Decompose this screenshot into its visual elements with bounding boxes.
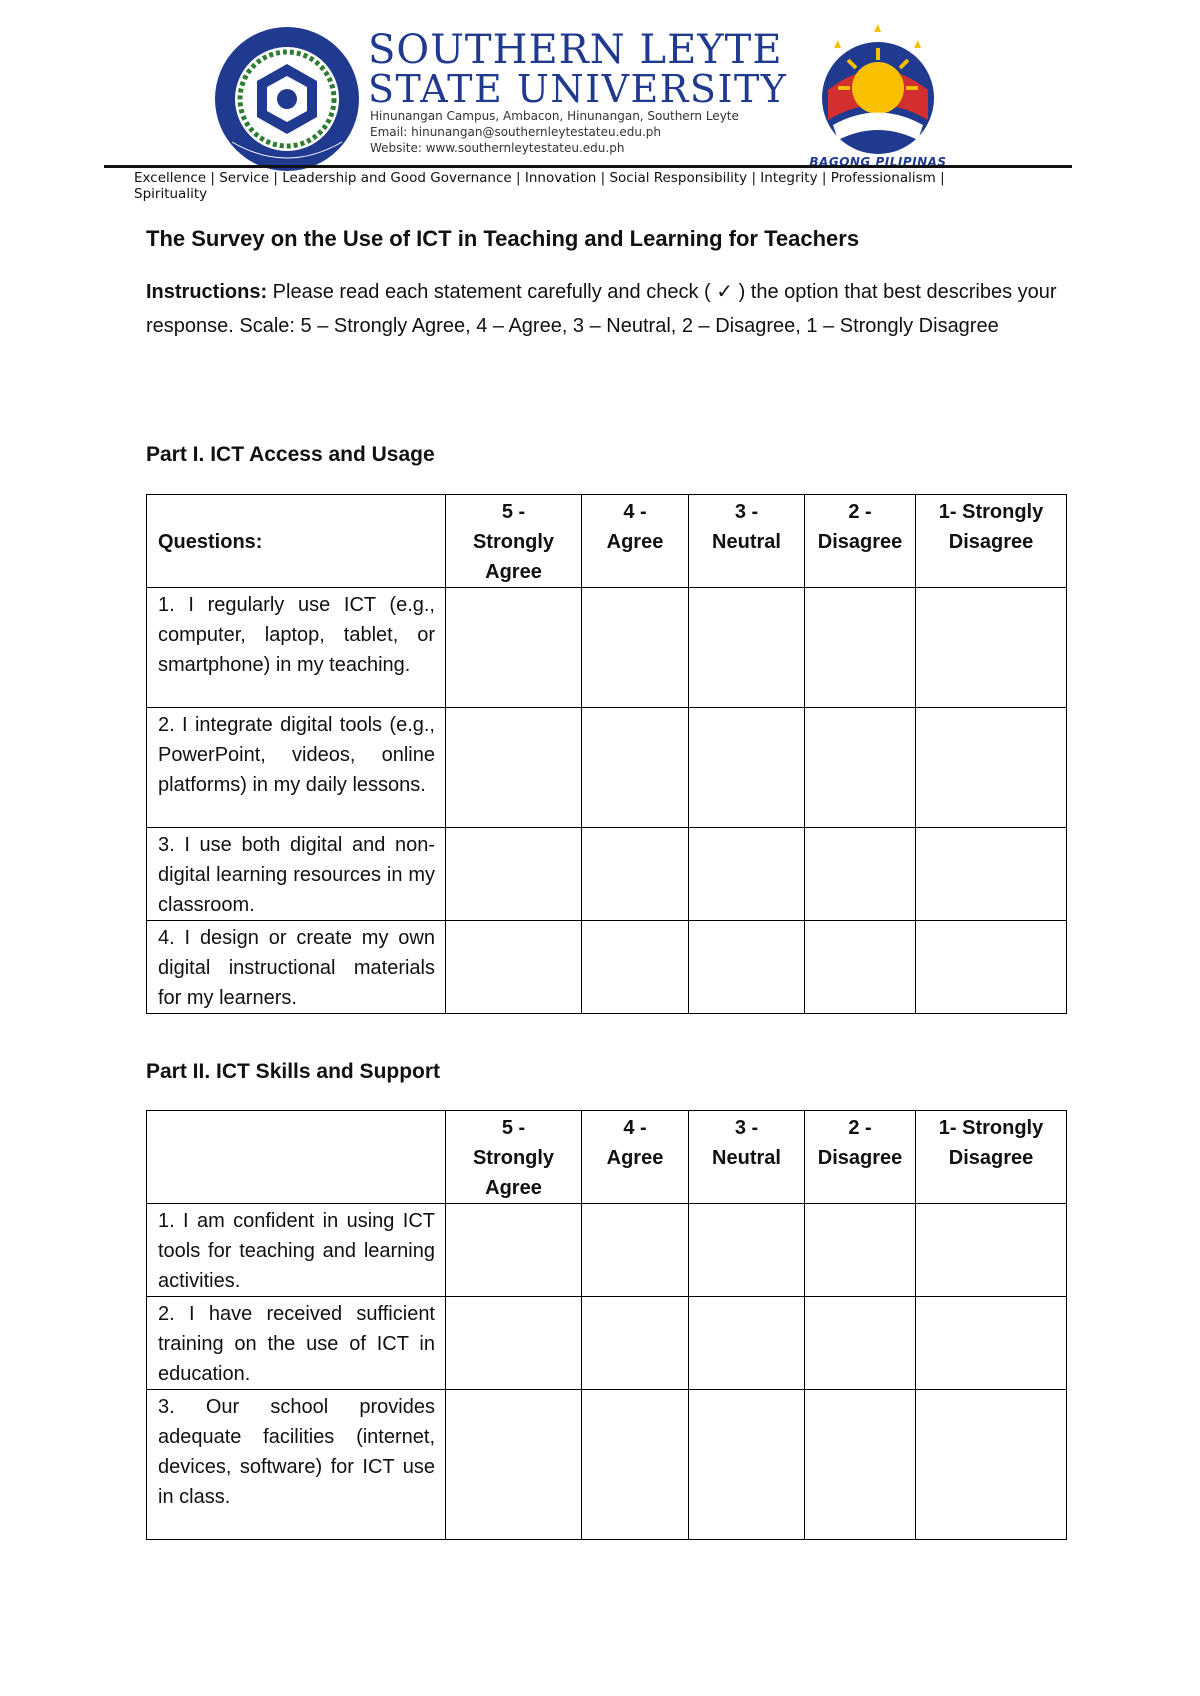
instructions-label: Instructions: [146, 281, 268, 303]
rating-cell-3[interactable] [689, 921, 805, 1014]
rating-cell-1[interactable] [916, 588, 1067, 708]
part2-table [146, 1110, 1067, 1540]
rating-cell-5[interactable] [446, 1297, 582, 1390]
rating-cell-1[interactable] [916, 1204, 1067, 1297]
table-header-row [147, 1111, 1067, 1204]
table-row [147, 1390, 1067, 1540]
rating-cell-2[interactable] [805, 1390, 916, 1540]
part2-heading: Part II. ICT Skills and Support [146, 1060, 441, 1083]
questions-header [147, 1111, 446, 1204]
question-text: 4. I design or create my own digital instructional materials for my learners. [147, 921, 446, 1014]
university-name-line1: SOUTHERN LEYTE [368, 27, 783, 73]
rating-cell-4[interactable] [582, 588, 689, 708]
rating-cell-1[interactable] [916, 1297, 1067, 1390]
part1-table [146, 494, 1067, 1014]
rating-cell-3[interactable] [689, 588, 805, 708]
campus-website: Website: www.southernleytestateu.edu.ph [370, 141, 625, 155]
rating-cell-4[interactable] [582, 708, 689, 828]
question-text: 1. I am confident in using ICT tools for teaching and learning activities. [147, 1204, 446, 1297]
rating-cell-5[interactable] [446, 708, 582, 828]
rating-cell-2[interactable] [805, 828, 916, 921]
table-row [147, 1297, 1067, 1390]
question-text: 1. I regularly use ICT (e.g., computer, laptop, tablet, or smartphone) in my teaching. [147, 588, 446, 708]
rating-cell-5[interactable] [446, 588, 582, 708]
rating-cell-2[interactable] [805, 1297, 916, 1390]
rating-cell-1[interactable] [916, 1390, 1067, 1540]
rating-cell-4[interactable] [582, 921, 689, 1014]
rating-cell-3[interactable] [689, 828, 805, 921]
scale-header-3: 3 - Neutral [689, 1111, 805, 1204]
campus-address: Hinunangan Campus, Ambacon, Hinunangan, Southern Leyte [370, 109, 739, 123]
instructions [146, 275, 1066, 343]
rating-cell-5[interactable] [446, 921, 582, 1014]
scale-header-2: 2 - Disagree [805, 495, 916, 588]
university-name-line2: STATE UNIVERSITY [368, 67, 788, 111]
rating-cell-3[interactable] [689, 708, 805, 828]
contact-block [370, 108, 739, 156]
part1-heading: Part I. ICT Access and Usage [146, 443, 435, 466]
scale-header-4: 4 - Agree [582, 495, 689, 588]
scale-header-5: 5 - Strongly Agree [446, 495, 582, 588]
core-values: Excellence | Service | Leadership and Good Governance | Innovation | Social Responsibility | Integrity | Professionalism | Spirituality [134, 170, 945, 202]
rating-cell-2[interactable] [805, 921, 916, 1014]
rating-cell-3[interactable] [689, 1297, 805, 1390]
university-seal-logo [212, 24, 362, 174]
table-row [147, 588, 1067, 708]
table-row [147, 1204, 1067, 1297]
table-row [147, 828, 1067, 921]
question-text: 3. Our school provides adequate facilities (internet, devices, software) for ICT use in class. [147, 1390, 446, 1540]
scale-header-5: 5 - Strongly Agree [446, 1111, 582, 1204]
rating-cell-3[interactable] [689, 1204, 805, 1297]
rating-cell-2[interactable] [805, 588, 916, 708]
question-text: 2. I integrate digital tools (e.g., PowerPoint, videos, online platforms) in my daily lessons. [147, 708, 446, 828]
rating-cell-1[interactable] [916, 921, 1067, 1014]
rating-cell-5[interactable] [446, 828, 582, 921]
table-header-row [147, 495, 1067, 588]
rating-cell-4[interactable] [582, 1297, 689, 1390]
scale-header-2: 2 - Disagree [805, 1111, 916, 1204]
bagong-pilipinas-text: BAGONG PILIPINAS [809, 155, 947, 165]
question-text: 3. I use both digital and non-digital learning resources in my classroom. [147, 828, 446, 921]
rating-cell-4[interactable] [582, 828, 689, 921]
rating-cell-4[interactable] [582, 1390, 689, 1540]
campus-email: Email: hinunangan@southernleytestateu.edu.ph [370, 125, 662, 139]
table-row [147, 921, 1067, 1014]
question-text: 2. I have received sufficient training on the use of ICT in education. [147, 1297, 446, 1390]
scale-header-1: 1- Strongly Disagree [916, 1111, 1067, 1204]
rating-cell-5[interactable] [446, 1204, 582, 1297]
bagong-pilipinas-logo [808, 20, 948, 168]
university-name [368, 27, 788, 111]
instructions-text: Please read each statement carefully and check ( ✓ ) the option that best describes your response. Scale: 5 – Strongly Agree, 4 – Agree, 3 – Neutral, 2 – Disagree, 1 – Strongly Disagree [146, 281, 1057, 337]
scale-header-1: 1- Strongly Disagree [916, 495, 1067, 588]
questions-header: Questions: [147, 495, 446, 588]
table-row [147, 708, 1067, 828]
survey-title: The Survey on the Use of ICT in Teaching and Learning for Teachers [146, 226, 860, 251]
rating-cell-2[interactable] [805, 708, 916, 828]
rating-cell-5[interactable] [446, 1390, 582, 1540]
scale-header-3: 3 - Neutral [689, 495, 805, 588]
rating-cell-2[interactable] [805, 1204, 916, 1297]
rating-cell-1[interactable] [916, 708, 1067, 828]
scale-header-4: 4 - Agree [582, 1111, 689, 1204]
header-divider [104, 165, 1072, 168]
rating-cell-3[interactable] [689, 1390, 805, 1540]
rating-cell-4[interactable] [582, 1204, 689, 1297]
rating-cell-1[interactable] [916, 828, 1067, 921]
